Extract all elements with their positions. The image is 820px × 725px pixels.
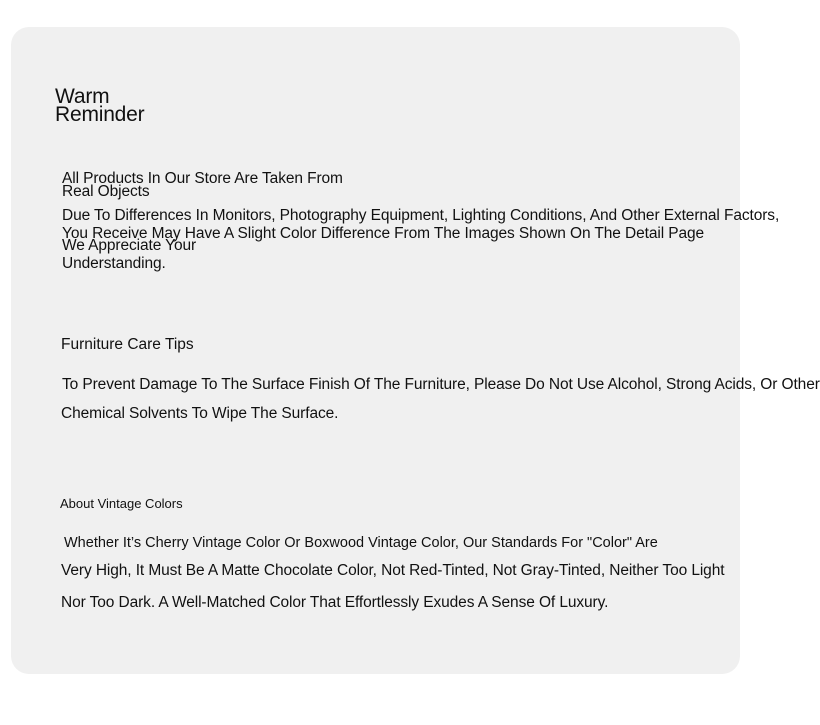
vintage-colors-line-1: Whether It’s Cherry Vintage Color Or Boxwood Vintage Color, Our Standards For "Color" Are	[64, 535, 658, 551]
furniture-care-heading: Furniture Care Tips	[61, 336, 194, 353]
warm-reminder-line-2: Real Objects	[62, 183, 150, 200]
warm-reminder-line-6: Understanding.	[62, 255, 166, 272]
warm-reminder-line-1: All Products In Our Store Are Taken From	[62, 170, 343, 187]
vintage-colors-line-3: Nor Too Dark. A Well-Matched Color That Effortlessly Exudes A Sense Of Luxury.	[61, 594, 609, 611]
warm-reminder-title-line1: Warm	[55, 85, 110, 108]
vintage-colors-heading: About Vintage Colors	[60, 496, 183, 511]
furniture-care-line-2: Chemical Solvents To Wipe The Surface.	[61, 405, 339, 422]
warm-reminder-line-5: We Appreciate Your	[62, 237, 197, 254]
vintage-colors-line-2: Very High, It Must Be A Matte Chocolate Color, Not Red-Tinted, Not Gray-Tinted, Neither Too Light	[61, 562, 725, 579]
warm-reminder-title-line2: Reminder	[55, 103, 145, 126]
furniture-care-line-1: To Prevent Damage To The Surface Finish Of The Furniture, Please Do Not Use Alcohol, Strong Acids, Or Other	[62, 376, 820, 393]
warm-reminder-line-3: Due To Differences In Monitors, Photography Equipment, Lighting Conditions, And Other External Factors,	[62, 207, 780, 224]
warm-reminder-title	[55, 85, 145, 126]
warm-reminder-line-4: You Receive May Have A Slight Color Difference From The Images Shown On The Detail Page	[62, 225, 705, 242]
info-card	[11, 27, 820, 674]
